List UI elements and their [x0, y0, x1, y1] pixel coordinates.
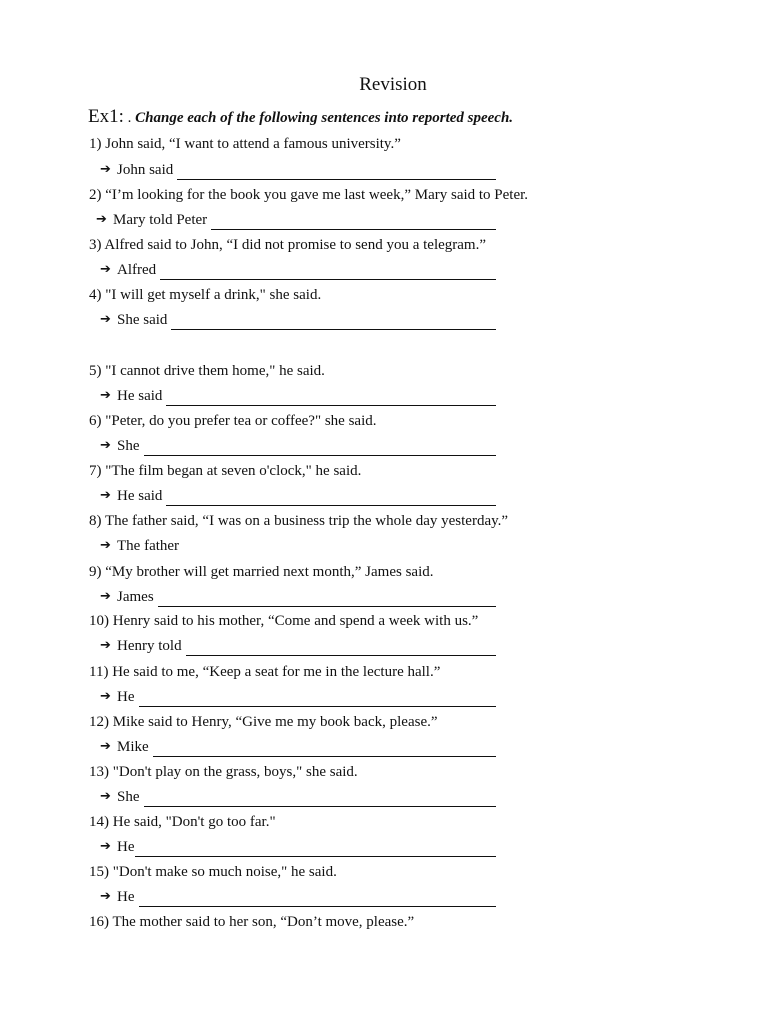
answer-lead-12: Mike: [117, 739, 149, 755]
answer-lead-7: He said: [117, 488, 163, 504]
answer-lead-2: Mary told Peter: [113, 212, 208, 228]
answer-blank-11[interactable]: [139, 691, 497, 707]
question-10: 10) Henry said to his mother, “Come and spend a week with us.”: [89, 613, 479, 629]
answer-lead-15: He: [117, 889, 135, 905]
question-12: 12) Mike said to Henry, “Give me my book back, please.”: [89, 714, 438, 730]
answer-blank-15[interactable]: [139, 891, 497, 907]
answer-line-15: [100, 887, 496, 907]
answer-lead-3: Alfred: [117, 262, 157, 278]
answer-blank-14[interactable]: [135, 841, 497, 857]
answer-lead-10: Henry told: [117, 638, 182, 654]
answer-blank-12[interactable]: [153, 741, 496, 757]
arrow-right-icon: ➔: [100, 312, 111, 327]
arrow-right-icon: ➔: [100, 388, 111, 403]
answer-line-10: [100, 636, 496, 656]
answer-lead-1: John said: [117, 162, 174, 178]
arrow-right-icon: ➔: [100, 789, 111, 804]
answer-blank-10[interactable]: [186, 640, 496, 656]
answer-blank-3[interactable]: [160, 264, 496, 280]
question-2: 2) “I’m looking for the book you gave me last week,” Mary said to Peter.: [89, 187, 529, 203]
answer-line-2: [96, 210, 496, 230]
answer-line-9: [100, 587, 496, 607]
answer-blank-13[interactable]: [144, 791, 497, 807]
question-14: 14) He said, "Don't go too far.": [89, 814, 276, 830]
arrow-right-icon: ➔: [100, 889, 111, 904]
answer-lead-8: The father: [117, 538, 180, 554]
question-13: 13) "Don't play on the grass, boys," she said.: [89, 764, 358, 780]
answer-line-6: [100, 436, 496, 456]
arrow-right-icon: ➔: [100, 488, 111, 503]
question-15: 15) "Don't make so much noise," he said.: [89, 864, 337, 880]
answer-blank-5[interactable]: [166, 390, 496, 406]
answer-lead-4: She said: [117, 312, 168, 328]
answer-lead-5: He said: [117, 388, 163, 404]
answer-line-5: [100, 386, 496, 406]
answer-lead-14: He: [117, 839, 135, 855]
arrow-right-icon: ➔: [100, 638, 111, 653]
arrow-right-icon: ➔: [100, 589, 111, 604]
question-9: 9) “My brother will get married next month,” James said.: [89, 564, 434, 580]
page-title: Revision: [359, 74, 427, 95]
exercise-heading: [88, 106, 513, 129]
arrow-right-icon: ➔: [100, 689, 111, 704]
arrow-right-icon: ➔: [96, 212, 107, 227]
answer-line-1: [100, 160, 496, 180]
question-5: 5) "I cannot drive them home," he said.: [89, 363, 325, 379]
answer-line-3: [100, 260, 496, 280]
answer-line-12: [100, 737, 496, 757]
question-7: 7) "The film began at seven o'clock," he said.: [89, 463, 362, 479]
question-6: 6) "Peter, do you prefer tea or coffee?" she said.: [89, 413, 377, 429]
arrow-right-icon: ➔: [100, 839, 111, 854]
question-16: 16) The mother said to her son, “Don’t move, please.”: [89, 914, 415, 930]
exercise-separator: .: [127, 110, 132, 126]
exercise-label: Ex1:: [88, 106, 124, 127]
arrow-right-icon: ➔: [100, 739, 111, 754]
answer-blank-6[interactable]: [144, 440, 497, 456]
arrow-right-icon: ➔: [100, 538, 111, 553]
answer-blank-2[interactable]: [211, 214, 496, 230]
answer-lead-11: He: [117, 689, 135, 705]
arrow-right-icon: ➔: [100, 262, 111, 277]
question-1: 1) John said, “I want to attend a famous university.”: [89, 136, 401, 152]
question-8: 8) The father said, “I was on a business trip the whole day yesterday.”: [89, 513, 509, 529]
answer-line-7: [100, 486, 496, 506]
answer-line-13: [100, 787, 496, 807]
answer-line-8: [100, 536, 496, 556]
answer-blank-9[interactable]: [158, 591, 496, 607]
answer-blank-7[interactable]: [166, 490, 496, 506]
answer-blank-4[interactable]: [171, 314, 496, 330]
answer-lead-9: James: [117, 589, 154, 605]
arrow-right-icon: ➔: [100, 438, 111, 453]
question-11: 11) He said to me, “Keep a seat for me in the lecture hall.”: [89, 664, 441, 680]
answer-blank-1[interactable]: [177, 164, 496, 180]
answer-line-11: [100, 687, 496, 707]
answer-line-14: [100, 837, 496, 857]
arrow-right-icon: ➔: [100, 162, 111, 177]
question-4: 4) "I will get myself a drink," she said.: [89, 287, 322, 303]
answer-lead-6: She: [117, 438, 140, 454]
answer-lead-13: She: [117, 789, 140, 805]
answer-line-4: [100, 310, 496, 330]
question-3: 3) Alfred said to John, “I did not promise to send you a telegram.”: [89, 237, 486, 253]
exercise-instruction: Change each of the following sentences into reported speech.: [135, 110, 514, 126]
